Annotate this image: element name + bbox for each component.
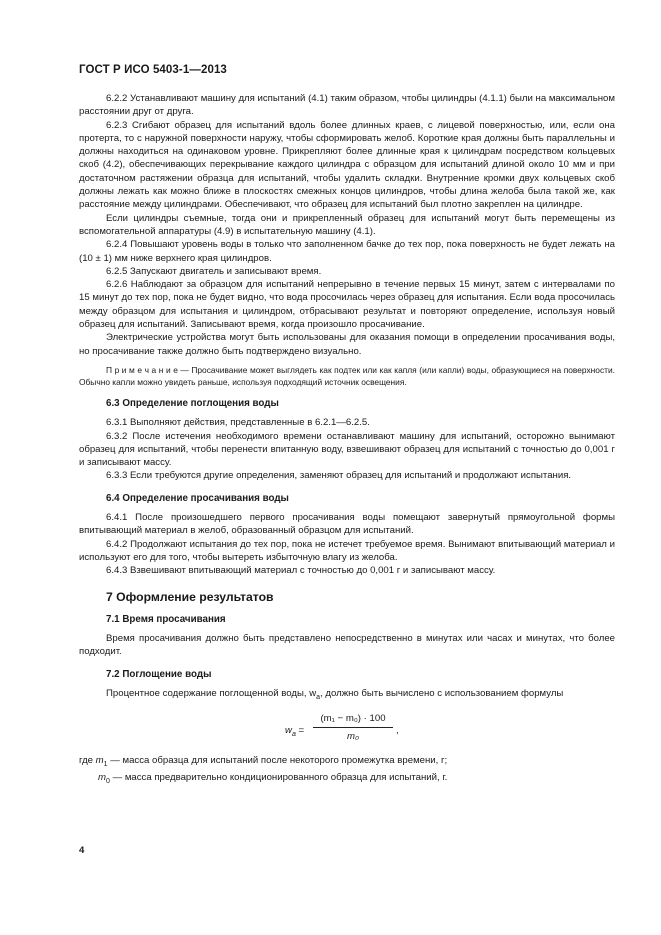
- formula-comma: ,: [396, 725, 399, 737]
- section-heading-7: 7 Оформление результатов: [106, 589, 274, 604]
- paragraph-7-2-text: Процентное содержание поглощенной воды, w: [106, 687, 317, 699]
- section-heading-6-3: 6.3 Определение поглощения воды: [106, 397, 279, 409]
- formula-lhs: [285, 724, 304, 741]
- paragraph-6-2-5: 6.2.5 Запускают двигатель и записывают время.: [106, 265, 322, 277]
- formula-lhs-symbol: w: [285, 725, 292, 737]
- note-label: П р и м е ч а н и е: [106, 364, 178, 375]
- paragraph-6-3-3: 6.3.3 Если требуются другие определения, заменяют образец для испытаний и продолжают испытания.: [106, 470, 572, 482]
- m0-subscript: 0: [106, 778, 110, 786]
- formula-lhs-subscript: a: [291, 731, 296, 739]
- paragraph-6-2-2: 6.2.2 Устанавливают машину для испытаний (4.1) таким образом, чтобы цилиндры (4.1.1) были на максимальном расстоянии друг от друга.: [79, 93, 615, 118]
- m0-definition: — масса предварительно кондиционированного образца для испытаний, г.: [109, 772, 448, 784]
- formula: [79, 710, 615, 754]
- paragraph-6-2-3-b: Если цилиндры съемные, тогда они и прикрепленный образец для испытаний могут быть перемещены из вспомогательной аппаратуры (4.9) в испытательную машину (4.1).: [79, 212, 615, 237]
- formula-denominator: m₀: [346, 731, 360, 743]
- paragraph-7-2-end: , должно быть вычислено с использованием формулы: [320, 687, 564, 699]
- wa-subscript: a: [316, 693, 321, 701]
- paragraph-6-3-2: 6.3.2 После истечения необходимого времени останавливают машину для испытаний, осторожно вынимают образец для испытаний, чтобы перенести впитанную воду, взвешивают образец для испытаний с точностью до 0,001 г и записывают массу.: [79, 430, 615, 469]
- formula-fraction: [313, 712, 393, 744]
- m1-subscript: 1: [103, 761, 108, 769]
- m0-symbol: m: [98, 772, 106, 784]
- paragraph-6-2-3: 6.2.3 Сгибают образец для испытаний вдоль более длинных краев, с лицевой поверхностью, или, если она протерта, то с наружной поверхности наружу, чтобы сформировать желоб. Короткие края должны быть параллельны и должны находиться на одинаковом уровне. Прикрепляют более длинные края к цилиндрам посредством кольцевых скоб (4.2), обеспечивающих перекрывание каждого цилиндра с образцом для испытаний длиной около 10 мм и при достаточном растяжении образца для испытаний, чтобы удалить складки. Внутренние кромки двух кольцевых скоб должны лежать как можно ближе в плоскостях смежных концов цилиндров, чтобы длина желоба была такой же, как расстояние между цилиндрами. Обеспечивают, что образец для испытаний был плотно закреплен на цилиндре.: [79, 119, 615, 211]
- where-m1: [79, 754, 615, 771]
- paragraph-6-2-6-b: Электрические устройства могут быть использованы для оказания помощи в определении просачивания воды, но просачивание также должно быть подтверждено визуально.: [79, 332, 615, 357]
- paragraph-6-4-2: 6.4.2 Продолжают испытания до тех пор, пока не истечет требуемое время. Вынимают впитывающий материал и используют его для того, чтобы вытереть избыточную влагу из желоба.: [79, 538, 615, 563]
- paragraph-6-4-3: 6.4.3 Взвешивают впитывающий материал с точностью до 0,001 г и записывают массу.: [106, 565, 496, 577]
- where-prefix: где: [79, 755, 96, 767]
- formula-equals: =: [298, 725, 305, 737]
- note: [79, 364, 615, 388]
- section-heading-6-4: 6.4 Определение просачивания воды: [106, 492, 289, 504]
- note-text: — Просачивание может выглядеть как подтек или как капля (или капли) воды, образующиеся на поверхности. Обычно капли можно увидеть раньше, используя подходящий источник освещения.: [79, 364, 615, 387]
- document-body: [79, 92, 615, 789]
- paragraph-7-1: Время просачивания должно быть представлено непосредственно в минутах или часах и минутах, что более подходит.: [79, 633, 615, 658]
- where-m0: [79, 771, 615, 788]
- paragraph-6-4-1: 6.4.1 После произошедшего первого просачивания воды помещают завернутый прямоугольной формы впитывающий материал в желоб, образованный образцом для испытаний.: [79, 512, 615, 537]
- document-header: ГОСТ Р ИСО 5403-1—2013: [79, 64, 227, 76]
- m1-definition: — масса образца для испытаний после некоторого промежутка времени, г;: [107, 755, 448, 767]
- paragraph-6-3-1: 6.3.1 Выполняют действия, представленные в 6.2.1—6.2.5.: [106, 417, 370, 429]
- paragraph-7-2: [79, 687, 615, 704]
- section-heading-7-1: 7.1 Время просачивания: [106, 613, 226, 625]
- formula-numerator: (m₁ − m₀) · 100: [313, 712, 393, 728]
- m1-symbol: m: [95, 755, 104, 767]
- paragraph-6-2-6: 6.2.6 Наблюдают за образцом для испытаний непрерывно в течение первых 15 минут, затем с интервалами по 15 минут до тех пор, пока не будет видно, что вода просочилась через образец для испытания. Если вода просочилась между образцом для испытания и цилиндром, отбрасывают результат и повторяют определение, используя новый образец для испытаний. Записывают время, когда произошло просачивание.: [79, 279, 615, 331]
- paragraph-6-2-4: 6.2.4 Повышают уровень воды в только что заполненном бачке до тех пор, пока поверхность не будет лежать на (10 ± 1) мм ниже верхнего края цилиндров.: [79, 239, 615, 264]
- page-number: 4: [79, 845, 85, 856]
- section-heading-7-2: 7.2 Поглощение воды: [106, 668, 212, 680]
